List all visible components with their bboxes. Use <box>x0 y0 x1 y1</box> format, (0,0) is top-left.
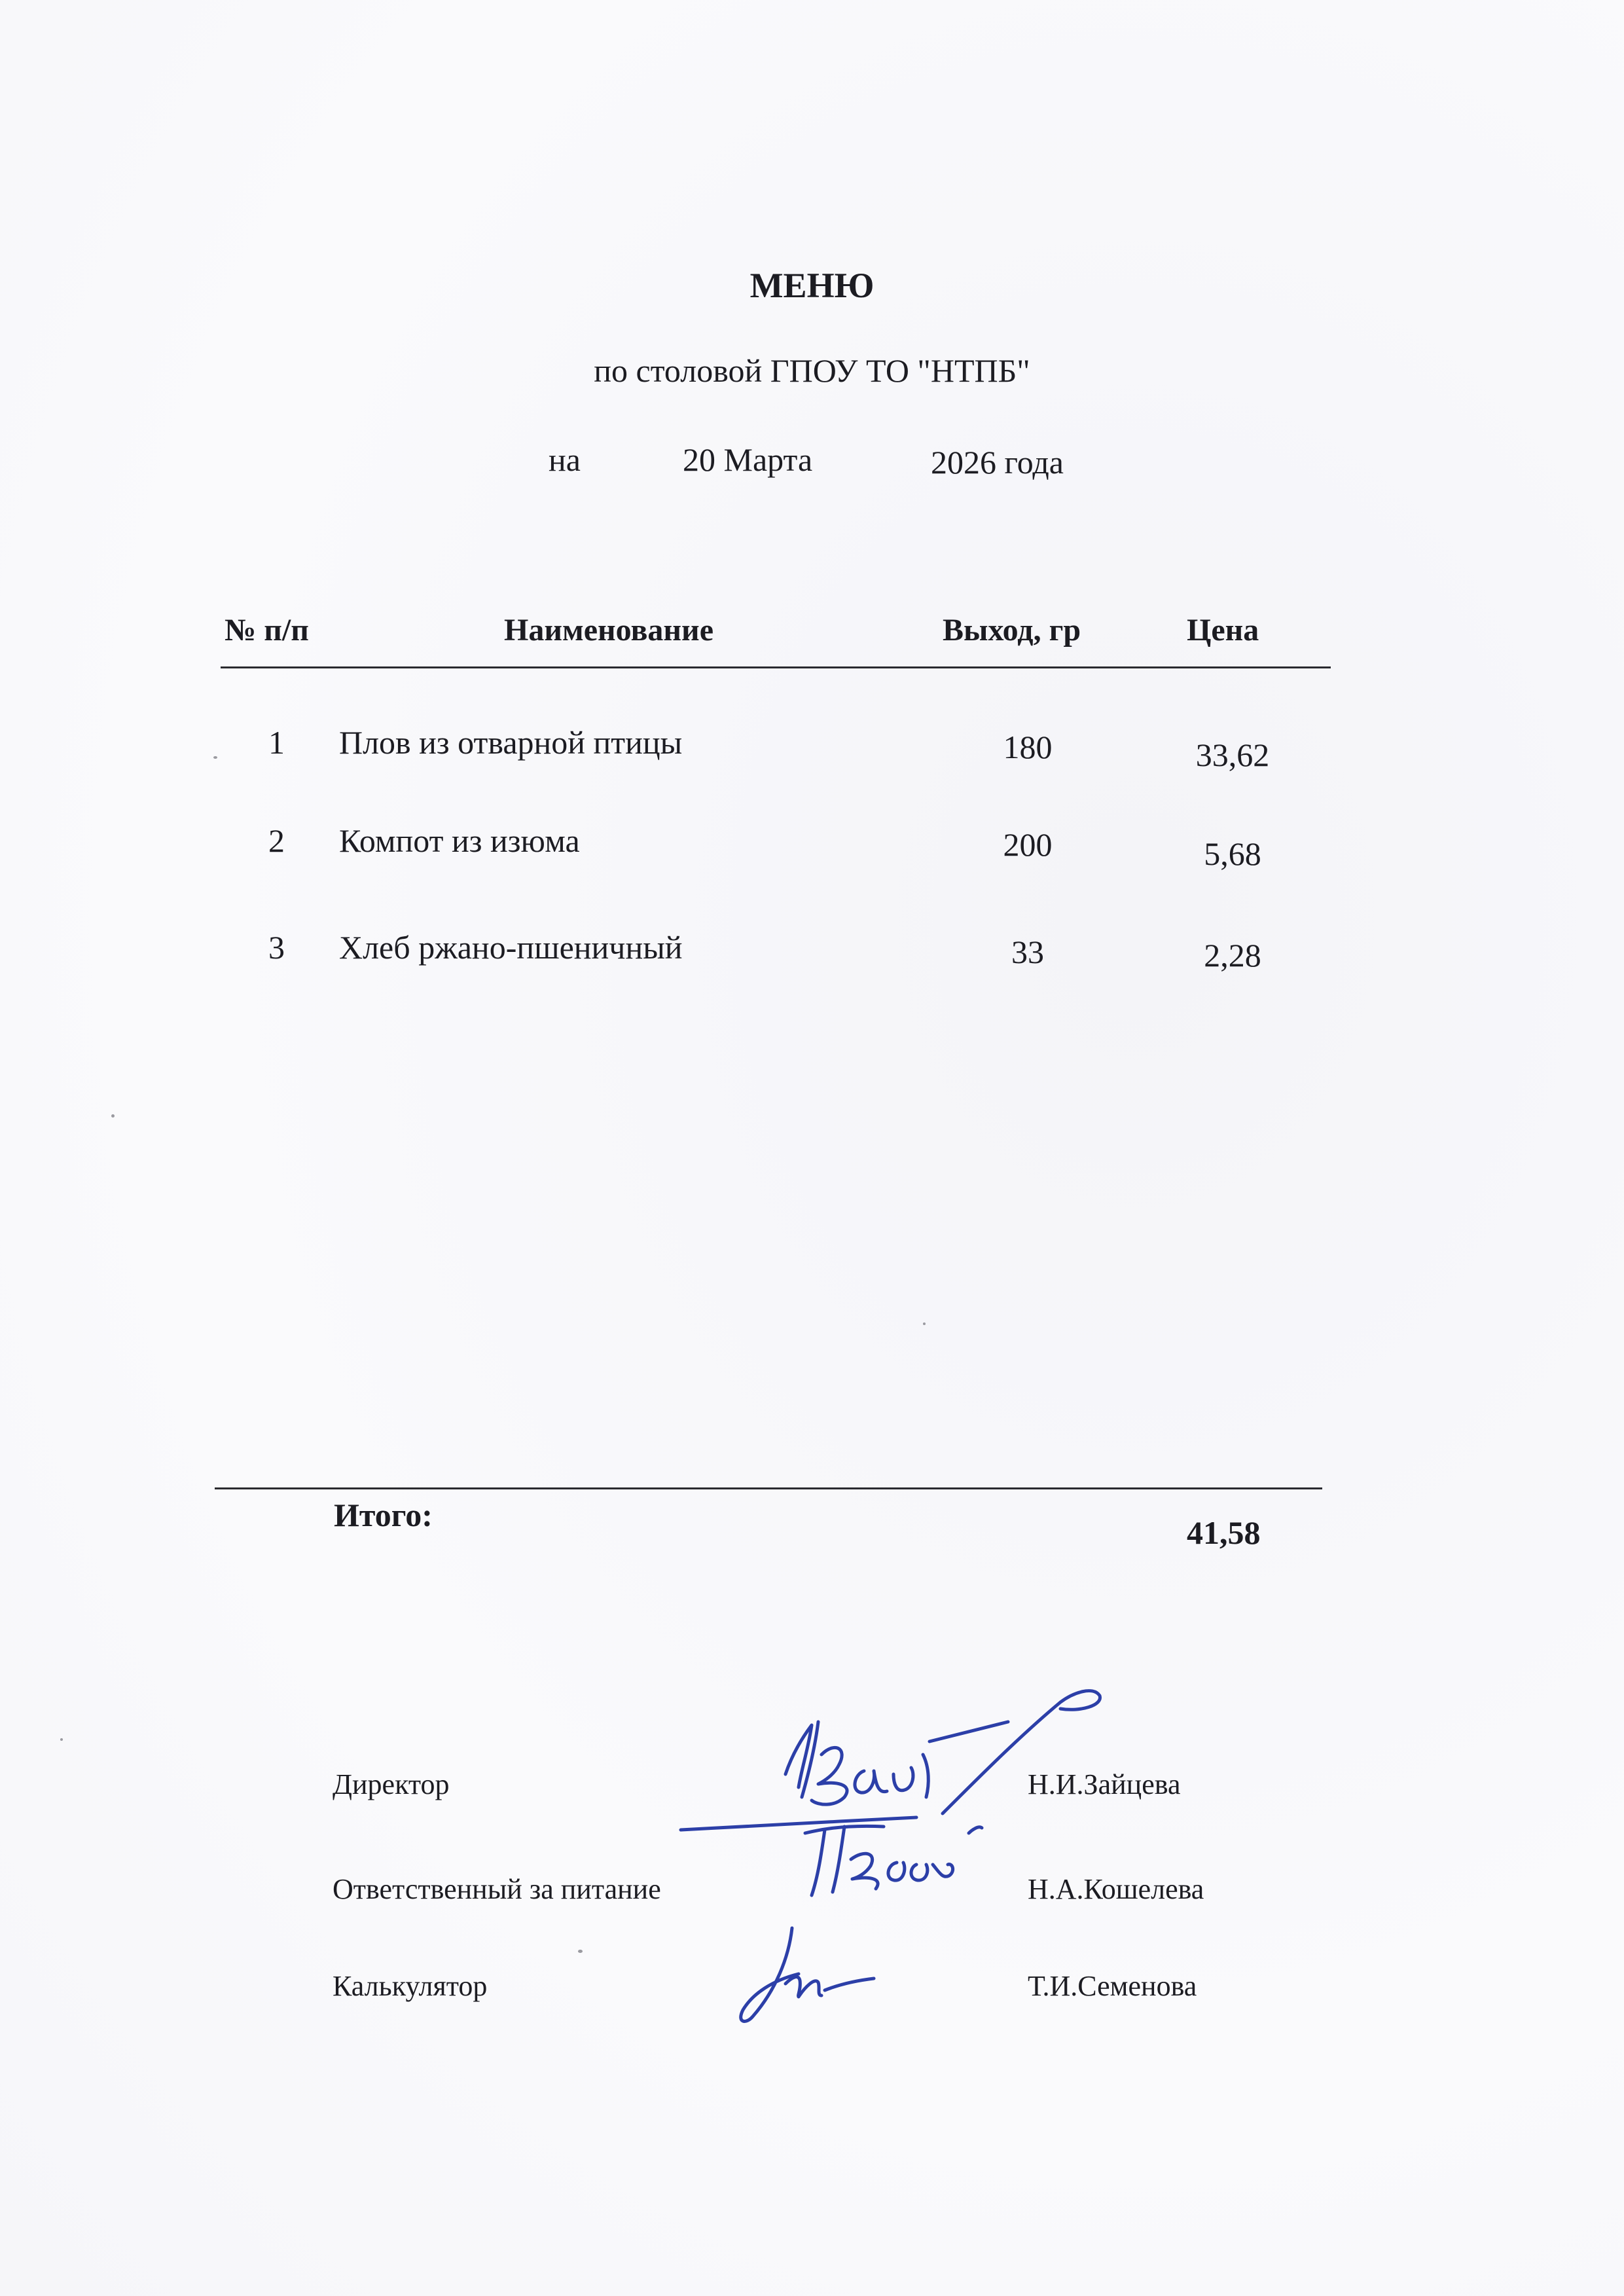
signature-person-calculator: Т.И.Семенова <box>1028 1970 1197 2002</box>
row-price: 33,62 <box>1195 737 1270 773</box>
document-title: МЕНЮ <box>749 266 875 305</box>
row-output: 33 <box>1011 934 1044 970</box>
document-subtitle: по столовой ГПОУ ТО "НТПБ" <box>594 352 1030 389</box>
responsible-signature-icon <box>792 1813 1001 1905</box>
signature-role-calculator: Калькулятор <box>333 1970 488 2002</box>
row-name: Компот из изюма <box>339 822 580 859</box>
column-header-price: Цена <box>1187 613 1259 647</box>
scan-speck <box>923 1322 926 1325</box>
signature-role-director: Директор <box>333 1768 450 1800</box>
calculator-signature-icon <box>727 1918 884 2030</box>
signature-person-responsible: Н.А.Кошелева <box>1028 1873 1204 1905</box>
scan-speck <box>60 1738 63 1741</box>
signature-role-responsible: Ответственный за питание <box>333 1873 661 1905</box>
total-label: Итого: <box>334 1497 433 1533</box>
row-output: 180 <box>1003 729 1053 765</box>
row-name: Хлеб ржано-пшеничный <box>339 929 683 966</box>
total-divider <box>215 1487 1322 1489</box>
row-output: 200 <box>1003 826 1053 863</box>
row-number: 2 <box>268 822 285 859</box>
total-value: 41,58 <box>1187 1514 1261 1551</box>
date-day-month: 20 Марта <box>683 441 813 478</box>
date-prefix: на <box>549 441 581 478</box>
row-name: Плов из отварной птицы <box>339 724 683 761</box>
scan-speck <box>213 756 217 759</box>
header-divider <box>221 666 1331 668</box>
row-number: 1 <box>268 724 285 761</box>
column-header-output: Выход, гр <box>943 613 1081 647</box>
date-year: 2026 года <box>931 444 1064 481</box>
column-header-number: № п/п <box>225 613 309 647</box>
row-price: 5,68 <box>1204 835 1261 872</box>
scan-speck <box>111 1114 115 1118</box>
scan-speck <box>578 1950 583 1953</box>
row-price: 2,28 <box>1204 937 1261 974</box>
signature-person-director: Н.И.Зайцева <box>1028 1768 1181 1800</box>
column-header-name: Наименование <box>504 613 713 647</box>
row-number: 3 <box>268 929 285 966</box>
